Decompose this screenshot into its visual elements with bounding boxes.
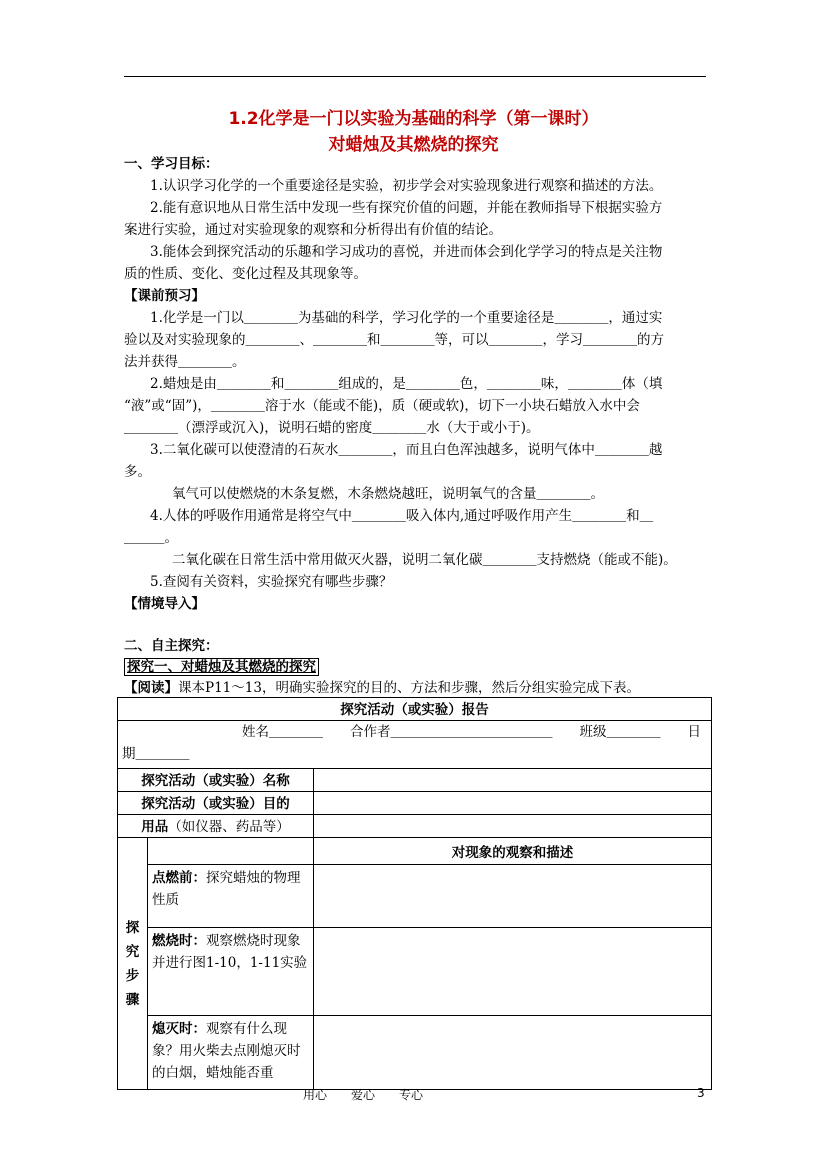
preview-line: 法并获得＿＿＿＿。 — [124, 354, 246, 370]
step3-observation[interactable] — [314, 1016, 712, 1090]
row-items-label — [118, 815, 314, 838]
step2-bold: 燃烧时： — [152, 933, 206, 949]
step3-text: 观察有什么现象？用火柴去点刚熄灭时的白烟，蜡烛能否重 — [152, 1021, 301, 1081]
step1-bold: 点燃前： — [152, 870, 206, 886]
steps-header-blank — [148, 838, 314, 865]
steps-char: 探 — [125, 919, 140, 936]
steps-label — [118, 838, 148, 1090]
step1-observation[interactable] — [314, 865, 712, 928]
page-title: 1.2化学是一门以实验为基础的科学（第一课时） — [228, 109, 599, 129]
step3-bold: 熄灭时： — [152, 1021, 206, 1037]
goal-line: 案进行实验，通过对实验现象的观察和分析得出有价值的结论。 — [124, 222, 502, 238]
scenario-heading: 【情境导入】 — [124, 596, 205, 612]
step2-observation[interactable] — [314, 928, 712, 1016]
page-subtitle: 对蜡烛及其燃烧的探究 — [328, 135, 499, 155]
row-items-rest: （如仪器、药品等） — [168, 819, 290, 835]
preview-line: 5.查阅有关资料，实验探究有哪些步骤？ — [150, 574, 393, 590]
step-extinguish — [148, 1016, 314, 1090]
step1-text: 探究蜡烛的物理性质 — [152, 870, 301, 908]
preview-line: 2.蜡烛是由＿＿＿＿和＿＿＿＿组成的，是＿＿＿＿色，＿＿＿＿味，＿＿＿＿体（填 — [150, 376, 663, 392]
preview-line: 氧气可以使燃烧的木条复燃，木条燃烧越旺，说明氧气的含量＿＿＿＿。 — [172, 486, 604, 502]
row-items-value[interactable] — [314, 815, 712, 838]
row-purpose-value[interactable] — [314, 792, 712, 815]
preview-line: 验以及对实验现象的＿＿＿＿、＿＿＿＿和＿＿＿＿等，可以＿＿＿＿，学习＿＿＿＿的方 — [124, 332, 664, 348]
step-before-lighting — [148, 865, 314, 928]
report-info-line1: 姓名＿＿＿＿ 合作者＿＿＿＿＿＿＿＿＿＿＿＿ 班级＿＿＿＿ 日 — [242, 724, 701, 740]
explore-title — [124, 656, 319, 678]
preview-line: 1.化学是一门以＿＿＿＿为基础的科学，学习化学的一个重要途径是＿＿＿＿，通过实 — [150, 310, 663, 326]
report-header: 探究活动（或实验）报告 — [118, 698, 712, 721]
footer-motto: 用心 爱心 专心 — [303, 1088, 424, 1102]
preview-heading: 【课前预习】 — [124, 288, 205, 304]
steps-char: 步 — [125, 967, 140, 984]
preview-line: “液”或“固”)，＿＿＿＿溶于水（能或不能)，质（硬或软)，切下一小块石蜡放入水中会 — [124, 398, 640, 414]
steps-char: 究 — [125, 943, 140, 960]
preview-line: 3.二氧化碳可以使澄清的石灰水＿＿＿＿，而且白色浑浊越多，说明气体中＿＿＿＿越 — [150, 442, 663, 458]
page-number: 3 — [697, 1086, 705, 1100]
steps-char: 骤 — [125, 991, 140, 1008]
explore-title-text: 探究一、对蜡烛及其燃烧的探究 — [124, 658, 319, 676]
goal-line: 2.能有意识地从日常生活中发现一些有探究价值的问题，并能在教师指导下根据实验方 — [150, 200, 663, 216]
header-rule — [124, 76, 706, 77]
preview-line: ＿＿＿。 — [124, 530, 178, 546]
report-info-line2: 期＿＿＿＿ — [122, 746, 190, 762]
observe-header: 对现象的观察和描述 — [314, 838, 712, 865]
row-purpose-label: 探究活动（或实验）目的 — [118, 792, 314, 815]
row-name-label: 探究活动（或实验）名称 — [118, 769, 314, 792]
step-burning — [148, 928, 314, 1016]
goal-line: 1.认识学习化学的一个重要途径是实验，初步学会对实验现象进行观察和描述的方法。 — [150, 178, 663, 194]
section-self-explore: 二、自主探究： — [124, 638, 219, 654]
report-info — [118, 721, 712, 769]
report-table — [117, 697, 712, 1090]
goal-line: 质的性质、变化、变化过程及其现象等。 — [124, 266, 367, 282]
step2-text: 观察燃烧时现象并进行图1-10，1-11实验 — [152, 933, 308, 971]
section-learning-goals: 一、学习目标： — [124, 156, 219, 172]
read-instruction — [124, 677, 640, 699]
row-items-bold: 用品 — [141, 819, 169, 835]
read-label: 【阅读】 — [124, 680, 178, 696]
preview-line: 二氧化碳在日常生活中常用做灭火器，说明二氧化碳＿＿＿＿支持燃烧（能或不能)。 — [172, 552, 677, 568]
read-text: 课本P11～13，明确实验探究的目的、方法和步骤，然后分组实验完成下表。 — [178, 680, 640, 696]
preview-line: 4.人体的呼吸作用通常是将空气中＿＿＿＿吸入体内,通过呼吸作用产生＿＿＿＿和＿ — [150, 508, 654, 524]
row-name-value[interactable] — [314, 769, 712, 792]
preview-line: 多。 — [124, 464, 151, 480]
goal-line: 3.能体会到探究活动的乐趣和学习成功的喜悦，并进而体会到化学学习的特点是关注物 — [150, 244, 663, 260]
preview-line: ＿＿＿＿（漂浮或沉入)，说明石蜡的密度＿＿＿＿水（大于或小于)。 — [124, 420, 540, 436]
